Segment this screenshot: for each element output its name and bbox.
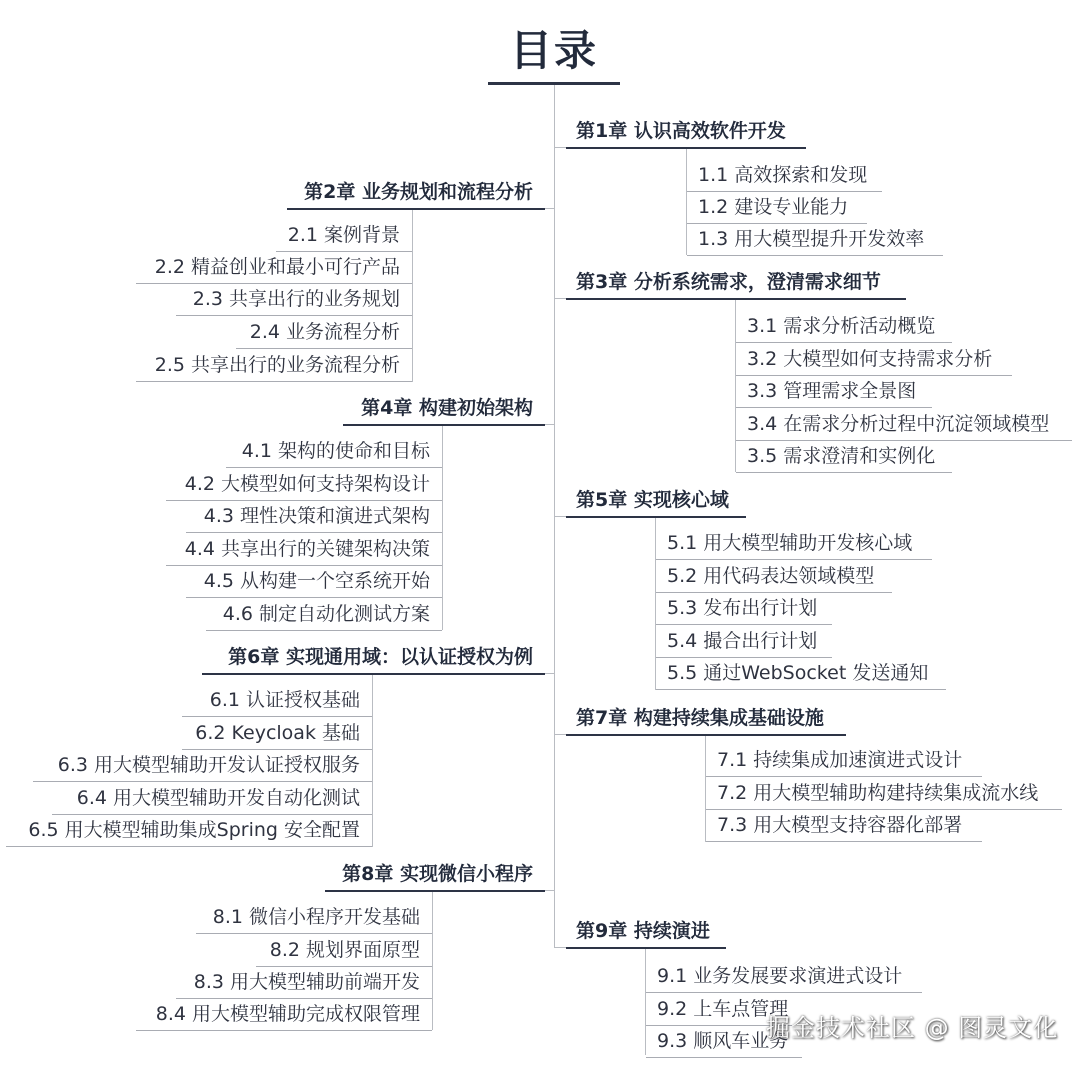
section-item[interactable]: 7.3 用大模型支持容器化部署 — [706, 810, 982, 842]
chapter-4-heading[interactable] — [343, 394, 545, 424]
chapter-2-heading[interactable] — [283, 178, 545, 208]
section-item[interactable]: 6.2 Keycloak 基础 — [182, 718, 372, 750]
watermark: 掘金技术社区 @ 图灵文化 — [766, 1014, 1059, 1042]
section-item[interactable]: 2.3 共享出行的业务规划 — [176, 284, 412, 316]
section-item[interactable]: 9.1 业务发展要求演进式设计 — [646, 961, 922, 993]
chapter-label: 第2章 业务规划和流程分析 — [304, 181, 533, 203]
chapter-label: 第3章 分析系统需求，澄清需求细节 — [576, 271, 881, 293]
section-item[interactable]: 8.1 微信小程序开发基础 — [196, 902, 432, 934]
section-item[interactable]: 5.4 撮合出行计划 — [656, 626, 832, 658]
chapter-1-heading[interactable] — [566, 117, 786, 147]
section-item[interactable]: 5.2 用代码表达领域模型 — [656, 561, 892, 593]
chapter-label: 第1章 认识高效软件开发 — [576, 120, 786, 142]
chapter-5-heading[interactable] — [566, 486, 729, 516]
section-item[interactable]: 4.2 大模型如何支持架构设计 — [166, 469, 442, 501]
section-item[interactable]: 1.3 用大模型提升开发效率 — [687, 224, 943, 256]
toc-title: 目录 — [509, 26, 598, 75]
section-item[interactable]: 4.6 制定自动化测试方案 — [206, 599, 442, 631]
chapter-underline — [202, 673, 545, 675]
section-item[interactable]: 9.3 顺风车业务 — [646, 1026, 802, 1058]
section-item[interactable]: 3.1 需求分析活动概览 — [736, 311, 952, 343]
section-item[interactable]: 2.5 共享出行的业务流程分析 — [136, 350, 412, 382]
chapter-label: 第9章 持续演进 — [576, 920, 710, 942]
chapter-label: 第4章 构建初始架构 — [361, 397, 533, 419]
section-item[interactable]: 4.1 架构的使命和目标 — [226, 436, 442, 468]
chapter-underline — [566, 947, 726, 949]
section-item[interactable]: 6.4 用大模型辅助开发自动化测试 — [52, 783, 372, 815]
section-item[interactable]: 6.1 认证授权基础 — [182, 685, 372, 717]
section-item[interactable]: 4.4 共享出行的关键架构决策 — [166, 534, 442, 566]
chapter-3-heading[interactable] — [566, 268, 881, 298]
chapter-label: 第5章 实现核心域 — [576, 489, 729, 511]
chapter-label: 第6章 实现通用域：以认证授权为例 — [228, 646, 533, 668]
section-item[interactable]: 8.2 规划界面原型 — [256, 935, 432, 967]
chapter-underline — [325, 890, 545, 892]
chapter-underline — [566, 516, 746, 518]
section-item[interactable]: 2.1 案例背景 — [276, 220, 412, 252]
chapter-underline — [566, 734, 846, 736]
section-item[interactable]: 5.1 用大模型辅助开发核心域 — [656, 528, 932, 560]
section-item[interactable]: 3.5 需求澄清和实例化 — [736, 441, 952, 473]
section-item[interactable]: 4.3 理性决策和演进式架构 — [186, 501, 442, 533]
section-item[interactable]: 1.1 高效探索和发现 — [687, 160, 882, 192]
chapter-7-heading[interactable] — [566, 704, 824, 734]
section-connector — [442, 426, 443, 630]
section-connector — [372, 675, 373, 847]
section-item[interactable]: 3.4 在需求分析过程中沉淀领域模型 — [736, 409, 1072, 441]
section-item[interactable]: 4.5 从构建一个空系统开始 — [186, 566, 442, 598]
section-item[interactable]: 5.3 发布出行计划 — [656, 593, 832, 625]
section-item[interactable]: 8.3 用大模型辅助前端开发 — [176, 967, 432, 999]
section-item[interactable]: 2.4 业务流程分析 — [236, 317, 412, 349]
chapter-label: 第7章 构建持续集成基础设施 — [576, 707, 824, 729]
section-item[interactable]: 7.2 用大模型辅助构建持续集成流水线 — [706, 778, 1062, 810]
chapter-underline — [343, 424, 545, 426]
chapter-8-heading[interactable] — [320, 860, 545, 890]
section-item[interactable]: 6.5 用大模型辅助集成Spring 安全配置 — [6, 815, 372, 847]
chapter-9-heading[interactable] — [566, 917, 710, 947]
chapter-underline — [287, 208, 545, 210]
connector — [554, 516, 566, 517]
connector — [554, 947, 566, 948]
connector — [554, 147, 566, 148]
chapter-label: 第8章 实现微信小程序 — [342, 863, 533, 885]
section-item[interactable]: 3.2 大模型如何支持需求分析 — [736, 344, 1012, 376]
chapter-underline — [566, 298, 906, 300]
chapter-6-heading[interactable] — [200, 643, 545, 673]
section-connector — [432, 892, 433, 1030]
section-item[interactable]: 1.2 建设专业能力 — [687, 192, 867, 224]
section-item[interactable]: 2.2 精益创业和最小可行产品 — [136, 252, 412, 284]
section-item[interactable]: 6.3 用大模型辅助开发认证授权服务 — [33, 750, 372, 782]
section-item[interactable]: 5.5 通过WebSocket 发送通知 — [656, 658, 946, 690]
connector — [554, 734, 566, 735]
connector — [554, 298, 566, 299]
section-item[interactable]: 3.3 管理需求全景图 — [736, 376, 932, 408]
section-item[interactable]: 9.2 上车点管理 — [646, 994, 792, 1026]
section-item[interactable]: 7.1 持续集成加速演进式设计 — [706, 745, 982, 777]
section-item[interactable]: 8.4 用大模型辅助完成权限管理 — [136, 999, 432, 1031]
section-connector — [412, 210, 413, 382]
